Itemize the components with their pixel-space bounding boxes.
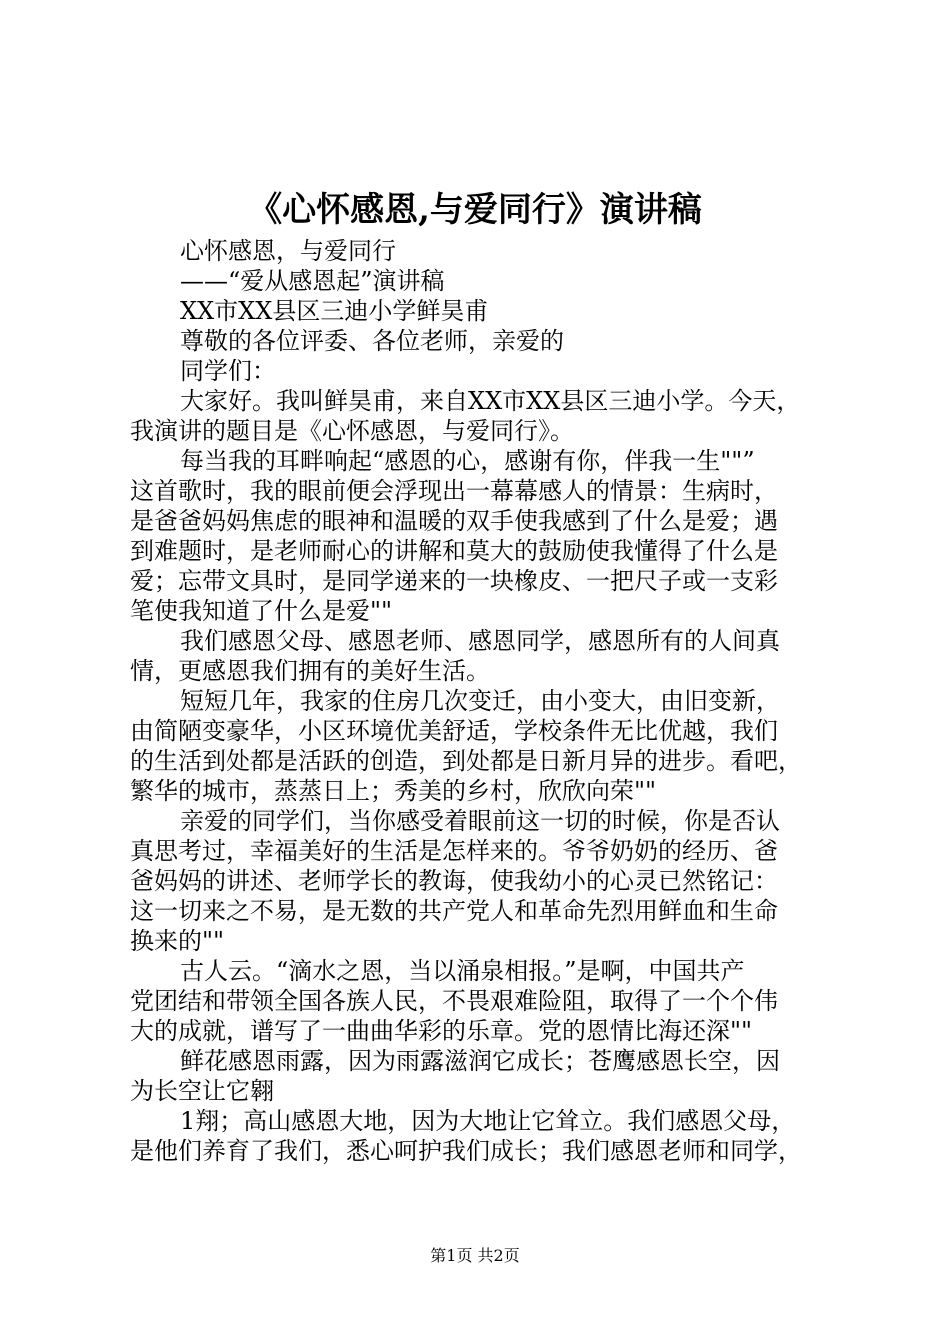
- text-line: 情，更感恩我们拥有的美好生活。: [130, 657, 490, 685]
- text-line: 是他们养育了我们，悉心呵护我们成长；我们感恩老师和同学，: [130, 1137, 802, 1165]
- text-line: 心怀感恩，与爱同行: [180, 237, 396, 265]
- text-line: 大的成就，谱写了一曲曲华彩的乐章。党的恩情比海还深"": [130, 1017, 753, 1045]
- text-line: 为长空让它翱: [130, 1077, 274, 1105]
- text-line: 我们感恩父母、感恩老师、感恩同学，感恩所有的人间真: [180, 627, 780, 655]
- text-line: XX市XX县区三迪小学鲜昊甫: [180, 297, 489, 325]
- text-line: 我演讲的题目是《心怀感恩，与爱同行》。: [130, 417, 574, 445]
- text-line: 古人云。“滴水之恩，当以涌泉相报。”是啊，中国共产: [180, 957, 745, 985]
- text-line: 是爸爸妈妈焦虑的眼神和温暖的双手使我感到了什么是爱；遇: [130, 507, 778, 535]
- text-line: 爸妈妈的讲述、老师学长的教诲，使我幼小的心灵已然铭记：: [130, 867, 778, 895]
- text-line: 繁华的城市，蒸蒸日上；秀美的乡村，欣欣向荣"": [130, 777, 657, 805]
- text-line: 笔使我知道了什么是爱"": [130, 597, 393, 625]
- text-line: 由简陋变豪华，小区环境优美舒适，学校条件无比优越，我们: [130, 717, 778, 745]
- text-line: 爱；忘带文具时，是同学递来的一块橡皮、一把尺子或一支彩: [130, 567, 778, 595]
- text-line: 大家好。我叫鲜昊甫，来自XX市XX县区三迪小学。今天，: [180, 387, 801, 415]
- text-line: 换来的"": [130, 927, 225, 955]
- page-footer: 第1页 共2页: [430, 1246, 520, 1265]
- text-line: 亲爱的同学们，当你感受着眼前这一切的时候，你是否认: [180, 807, 780, 835]
- text-line: 尊敬的各位评委、各位老师，亲爱的: [180, 327, 564, 355]
- text-line: 真思考过，幸福美好的生活是怎样来的。爷爷奶奶的经历、爸: [130, 837, 778, 865]
- text-line: 1翔；高山感恩大地，因为大地让它耸立。我们感恩父母，: [180, 1107, 796, 1135]
- text-line: 鲜花感恩雨露，因为雨露滋润它成长；苍鹰感恩长空，因: [180, 1047, 780, 1075]
- text-line: 每当我的耳畔响起“感恩的心，感谢有你，伴我一生""”: [180, 447, 755, 475]
- document-body: [130, 236, 830, 1166]
- text-line: 的生活到处都是活跃的创造，到处都是日新月异的进步。看吧，: [130, 747, 802, 775]
- text-line: 党团结和带领全国各族人民，不畏艰难险阻，取得了一个个伟: [130, 987, 778, 1015]
- text-line: 短短几年，我家的住房几次变迁，由小变大，由旧变新，: [180, 687, 780, 715]
- text-line: 这首歌时，我的眼前便会浮现出一幕幕感人的情景：生病时，: [130, 477, 778, 505]
- text-line: 到难题时，是老师耐心的讲解和莫大的鼓励使我懂得了什么是: [130, 537, 778, 565]
- document-title: 《心怀感恩,与爱同行》演讲稿: [248, 190, 702, 230]
- text-line: 同学们：: [180, 357, 276, 385]
- text-line: 这一切来之不易，是无数的共产党人和革命先烈用鲜血和生命: [130, 897, 778, 925]
- text-line: ——“爱从感恩起”演讲稿: [180, 267, 445, 295]
